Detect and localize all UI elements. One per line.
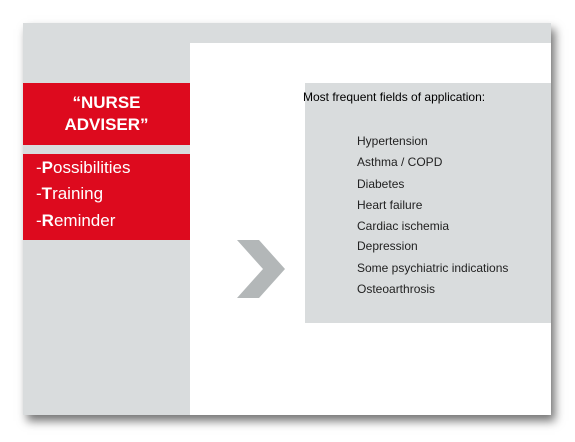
list-item-possibilities: -Possibilities <box>36 158 131 177</box>
list-item: Hypertension <box>357 134 428 148</box>
list-item-training: -Training <box>36 184 104 203</box>
topic-list <box>23 154 190 240</box>
slide <box>23 23 551 415</box>
list-item: Osteoarthrosis <box>357 282 436 296</box>
list-item: Depression <box>357 239 418 253</box>
list-item: Some psychiatric indications <box>357 261 509 275</box>
slide-title: “NURSE ADVISER” <box>64 93 149 134</box>
title-box <box>23 83 190 145</box>
list-item: Heart failure <box>357 198 423 212</box>
list-item: Cardiac ischemia <box>357 219 450 233</box>
content-heading: Most frequent fields of application: <box>303 90 486 104</box>
list-item: Asthma / COPD <box>357 155 443 169</box>
list-item-reminder: -Reminder <box>36 211 116 230</box>
chevron-right-icon <box>237 240 285 298</box>
list-item: Diabetes <box>357 177 405 191</box>
